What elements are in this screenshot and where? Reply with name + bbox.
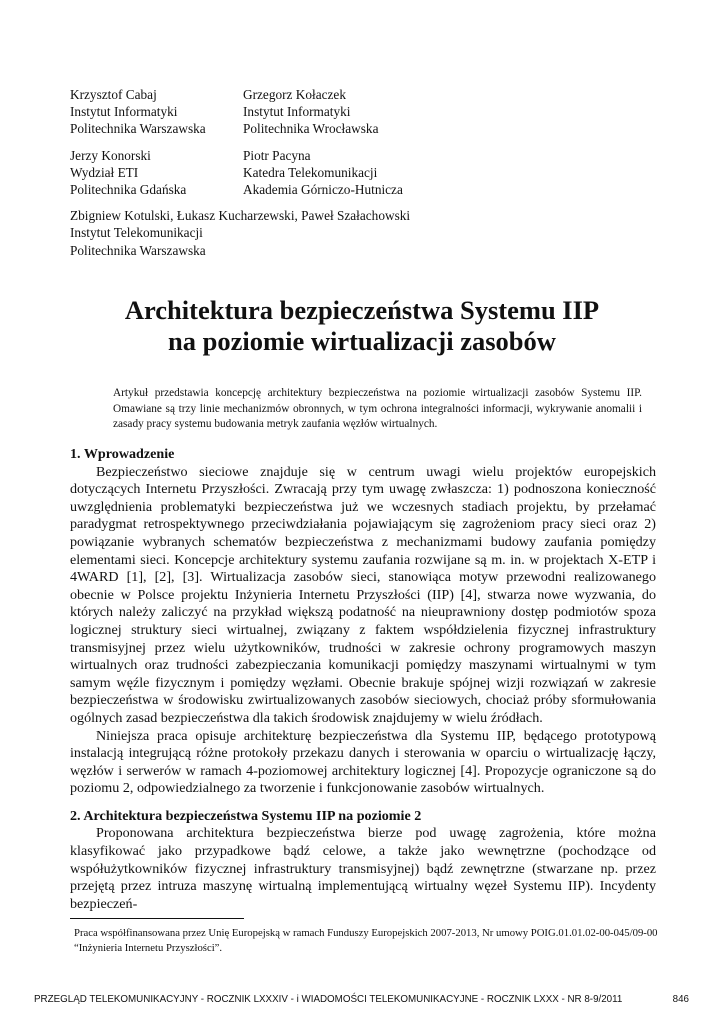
author-row [70, 147, 416, 199]
author-unit: Instytut Informatyki [70, 104, 178, 120]
author-row [70, 86, 416, 138]
paper-title [0, 295, 724, 357]
author-university: Politechnika Gdańska [70, 182, 187, 198]
author-unit: Katedra Telekomunikacji [243, 164, 378, 180]
author-block [70, 207, 416, 259]
author-unit: Wydział ETI [70, 164, 139, 180]
page-footer [34, 994, 689, 1005]
abstract: Artykuł przedstawia koncepcję architektury bezpieczeństwa na poziomie wirtualizacji zasobów Systemu IIP. Omawiane są trzy linie mechanizmów obronnych, w tym ochrona integralności informacji, wykrywanie anomalii i zasady pracy systemu budowania metryk zaufania węzłów wirtualnych. [113, 387, 642, 431]
title-line-2: na poziomie wirtualizacji zasobów [168, 326, 556, 356]
title-line-1: Architektura bezpieczeństwa Systemu IIP [124, 295, 600, 325]
section-heading: 1. Wprowadzenie [70, 446, 175, 462]
author-name: Krzysztof Cabaj [70, 87, 157, 102]
author-block [243, 86, 416, 138]
author-university: Politechnika Warszawska [70, 121, 206, 137]
author-university: Akademia Górniczo-Hutnicza [243, 182, 403, 198]
author-names: Zbigniew Kotulski, Łukasz Kucharzewski, Paweł Szałachowski [70, 208, 411, 224]
journal-name: PRZEGLĄD TELEKOMUNIKACYJNY - ROCZNIK LXXXIV - i WIADOMOŚCI TELEKOMUNIKACYJNE - ROCZNIK LXXX - NR 8-9/2011 [34, 994, 623, 1005]
author-name: Jerzy Konorski [70, 147, 151, 163]
author-name: Grzegorz Kołaczek [243, 87, 346, 102]
body-text [70, 446, 656, 913]
paragraph: Niniejsza praca opisuje architekturę bezpieczeństwa dla Systemu IIP, będącego prototypową instalacją integrującą różne protokoły przekazu danych i sterowania w oparciu o wirtualizację łączy, węzłów i serwerów w ramach 4-poziomowej architektury logicznej [4]. Propozycje ograniczone są do poziomu 2, odpowiedzialnego za tworzenie i funkcjonowanie zasobów wirtualnych. [70, 727, 656, 797]
author-university: Politechnika Wrocławska [243, 121, 379, 137]
author-block [70, 147, 243, 199]
footnote: Praca współfinansowana przez Unię Europejską w ramach Funduszy Europejskich 2007-2013, Nr umowy POIG.01.01.02-00-045/09-00 “Inżynieria Internetu Przyszłości”. [74, 927, 658, 954]
author-university: Politechnika Warszawska [70, 242, 206, 258]
author-block [70, 86, 243, 138]
author-block [243, 147, 416, 199]
section-heading: 2. Architektura bezpieczeństwa Systemu IIP na poziomie 2 [70, 807, 422, 824]
author-unit: Instytut Informatyki [243, 104, 351, 120]
author-name: Piotr Pacyna [243, 147, 311, 163]
paragraph: Bezpieczeństwo sieciowe znajduje się w centrum uwagi wielu projektów europejskich dotyczących Internetu Przyszłości. Zwracają przy tym uwagę zwłaszcza: 1) podnoszona konieczność uwzględnienia problematyki bezpieczeństwa już we wczesnych stadiach projektu, by przełamać paradygmat retrospektywnego przeciwdziałania pojawiającym się zagrożeniom pracy sieci oraz 2) powiązanie wybranych schematów bezpieczeństwa z mechanizmami budowy zaufania pomiędzy elementami sieci. Koncepcje architektury systemu zaufania rozwijane są m. in. w projektach X-ETP i 4WARD [1], [2], [3]. Wirtualizacja zasobów sieci, stanowiąca motyw przewodni realizowanego obecnie w Polsce projektu Inżynieria Internetu Przyszłości (IIP) [4], stwarza nowe wyzwania, do których należy zaliczyć na przykład większą podatność na nieuprawniony dostęp podmiotów spoza logicznej struktury sieci wirtualnej, związany z faktem współdzielenia fizycznej infrastruktury transmisyjnej przez wielu użytkowników, trudności w zakresie ochrony programowych maszyn wirtualnych oraz trudności zabezpieczania komunikacji pomiędzy maszynami wirtualnymi w tym samym węźle fizycznym i pomiędzy węzłami. Obecnie brakuje spójnej wizji rozwiązań w zakresie bezpieczeństwa w środowisku zwirtualizowanych zasobów sieciowych, chociaż próby sformułowania ogólnych zasad bezpieczeństwa dla takich środowisk znajdujemy w wielu źródłach. [70, 463, 656, 726]
page-number: 846 [672, 994, 689, 1005]
paragraph: Proponowana architektura bezpieczeństwa bierze pod uwagę zagrożenia, które można klasyfikować jako przypadkowe bądź celowe, a także jako wewnętrzne (pochodzące od współużytkowników fizycznej infrastruktury transmisyjnej) bądź zewnętrzne (stwarzane np. przez przejętą przez intruza maszynę wirtualną implementującą wirtualny węzeł Systemu IIP). Incydenty bezpieczeń- [70, 825, 656, 912]
footnote-divider [70, 918, 244, 919]
author-list [70, 86, 416, 259]
author-unit: Instytut Telekomunikacji [70, 225, 203, 241]
